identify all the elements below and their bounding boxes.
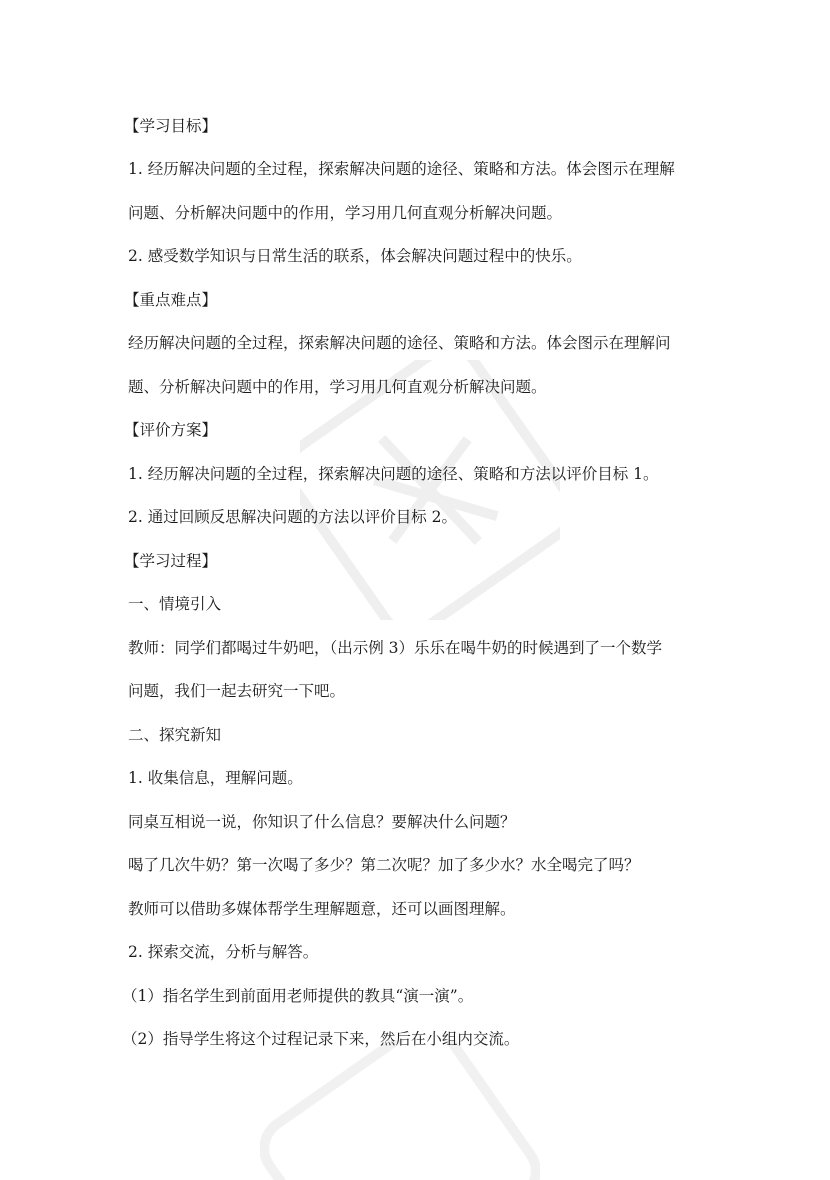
step-1-note: 教师可以借助多媒体帮学生理解题意，还可以画图理解。 [128,900,516,918]
watermark-seal-bottom [260,1040,540,1180]
teacher-intro-line-2: 问题，我们一起去研究一下吧。 [128,682,346,700]
step-2-title: 2. 探索交流，分析与解答。 [128,943,319,961]
heading-key-points: 【重点难点】 [124,291,218,309]
section-2-title: 二、探究新知 [128,726,222,744]
goal-1-line-2: 问题、分析解决问题中的作用，学习用几何直观分析解决问题。 [128,204,563,222]
key-points-line-1: 经历解决问题的全过程，探索解决问题的途径、策略和方法。体会图示在理解问 [128,334,671,352]
section-1-title: 一、情境引入 [128,595,222,613]
step-1-title: 1. 收集信息，理解问题。 [128,769,303,787]
key-points-line-2: 题、分析解决问题中的作用，学习用几何直观分析解决问题。 [128,378,547,396]
goal-2: 2. 感受数学知识与日常生活的联系，体会解决问题过程中的快乐。 [128,247,582,265]
step-2-item-2: （2）指导学生将这个过程记录下来，然后在小组内交流。 [122,1030,520,1048]
step-1-questions: 喝了几次牛奶？第一次喝了多少？第二次呢？加了多少水？水全喝完了吗？ [128,856,640,874]
evaluation-1: 1. 经历解决问题的全过程，探索解决问题的途径、策略和方法以评价目标 1。 [128,465,659,483]
heading-learning-process: 【学习过程】 [124,552,218,570]
evaluation-2: 2. 通过回顾反思解决问题的方法以评价目标 2。 [128,508,458,526]
heading-learning-goals: 【学习目标】 [124,117,218,135]
step-1-prompt: 同桌互相说一说，你知识了什么信息？要解决什么问题？ [128,813,516,831]
teacher-intro-line-1: 教师：同学们都喝过牛奶吧，（出示例 3）乐乐在喝牛奶的时候遇到了一个数学 [128,639,663,657]
step-2-item-1: （1）指名学生到前面用老师提供的教具“演一演”。 [122,987,474,1005]
goal-1-line-1: 1. 经历解决问题的全过程，探索解决问题的途径、策略和方法。体会图示在理解 [128,160,675,178]
watermark-seal [300,360,560,620]
heading-evaluation: 【评价方案】 [124,421,218,439]
